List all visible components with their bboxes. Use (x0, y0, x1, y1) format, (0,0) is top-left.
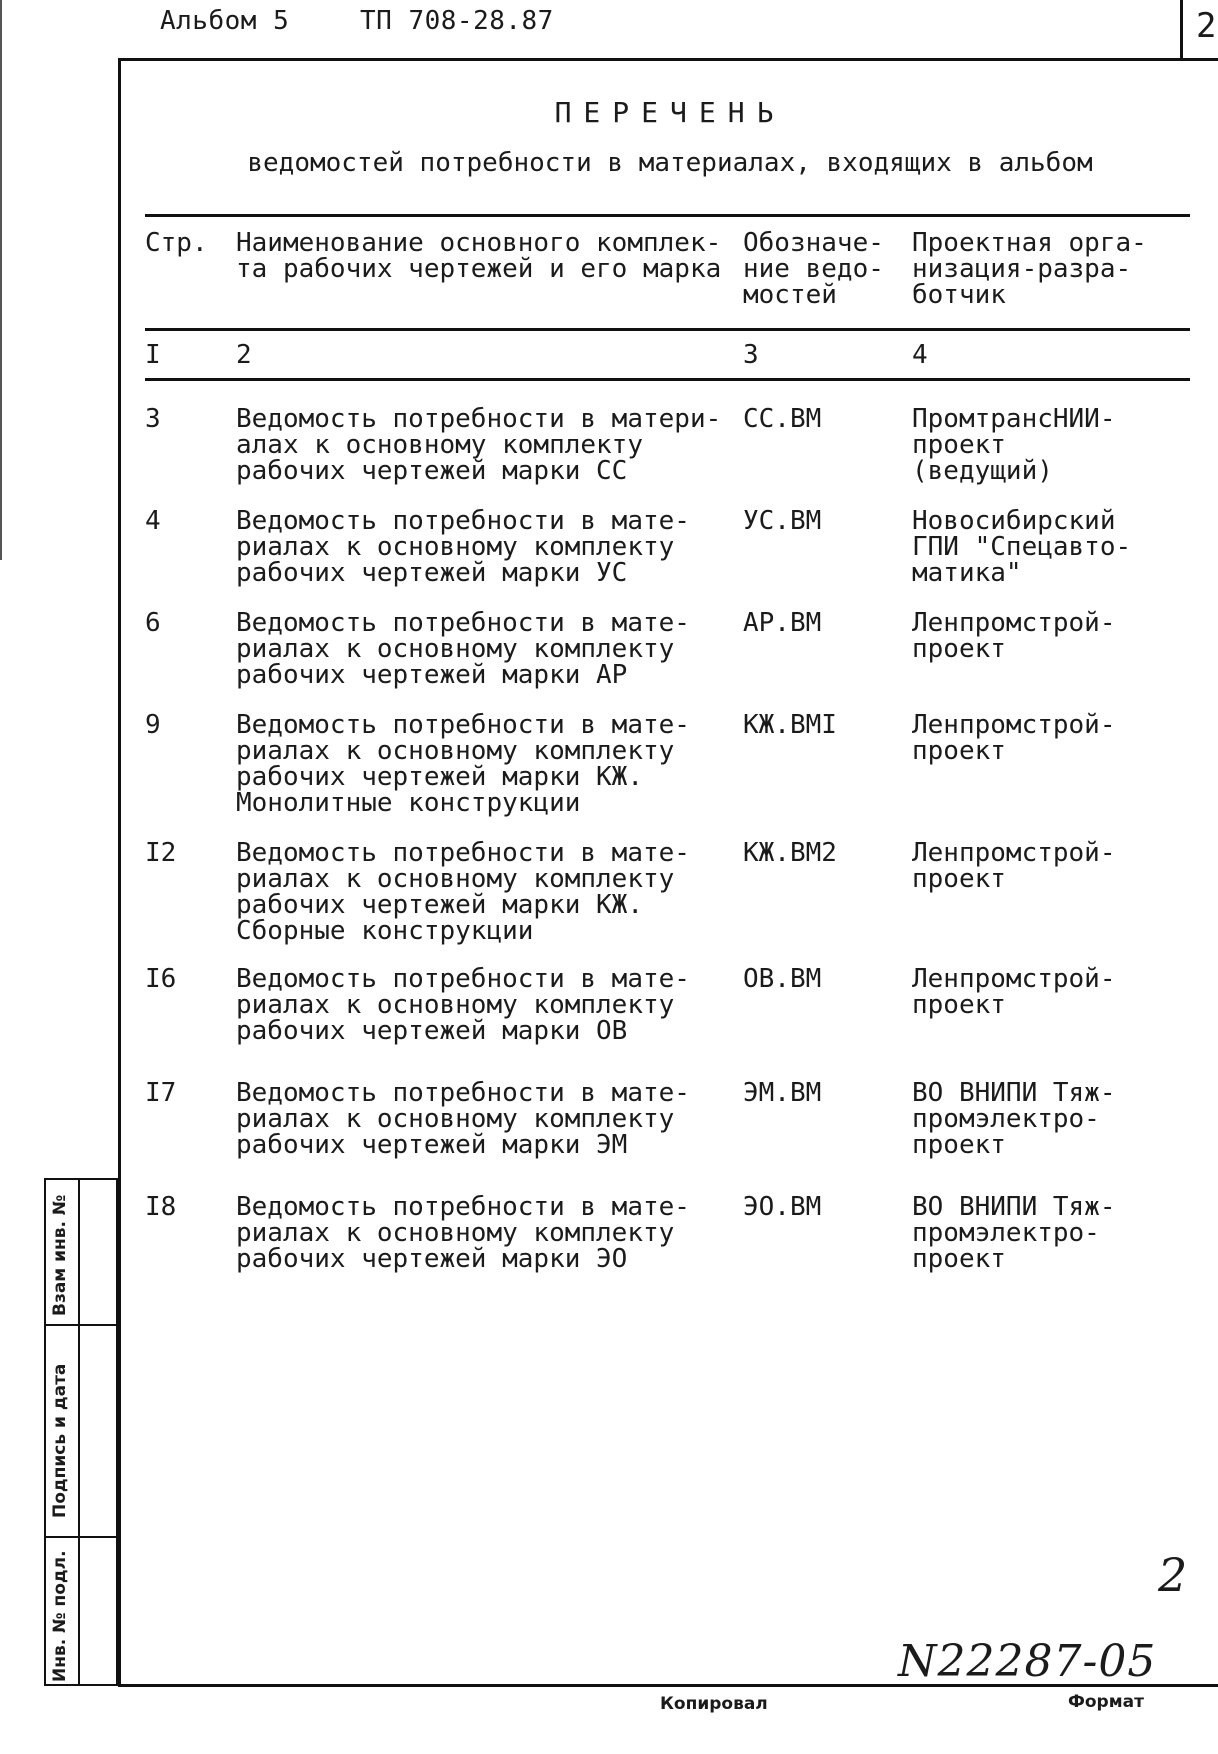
row-name: Ведомость потребности в мате- риалах к основному комплекту рабочих чертежей марки ОВ (236, 964, 690, 1046)
album-label: Альбом 5 (160, 6, 290, 36)
row-code: ЭО.ВМ (743, 1192, 822, 1222)
colnum-1: I (145, 340, 161, 370)
row-name: Ведомость потребности в мате- риалах к основному комплекту рабочих чертежей марки ЭО (236, 1192, 690, 1274)
stamp-inv-replace: Взам инв. № (50, 1194, 70, 1316)
stamp-divider-2 (44, 1536, 118, 1538)
row-org: Ленпромстрой- проект (912, 838, 1116, 894)
row-code: ОВ.ВМ (743, 964, 822, 994)
corner-sheet-number: 2 (1196, 6, 1217, 46)
row-code: ЭМ.ВМ (743, 1078, 822, 1108)
row-name: Ведомость потребности в мате- риалах к основному комплекту рабочих чертежей марки АР (236, 608, 690, 690)
row-org: Ленпромстрой- проект (912, 710, 1116, 766)
colnum-4: 4 (912, 340, 928, 370)
row-name: Ведомость потребности в матери- алах к основному комплекту рабочих чертежей марки СС (236, 404, 722, 486)
handwritten-page-number: 2 (1158, 1548, 1188, 1602)
row-code: АР.ВМ (743, 608, 822, 638)
margin-line (0, 0, 2, 560)
document-title: ПЕРЕЧЕНЬ (554, 96, 786, 129)
row-page: I6 (145, 964, 177, 994)
row-page: I7 (145, 1078, 177, 1108)
colnum-2: 2 (236, 340, 252, 370)
row-name: Ведомость потребности в мате- риалах к основному комплекту рабочих чертежей марки КЖ. Монолитные конструкции (236, 710, 690, 818)
row-name: Ведомость потребности в мате- риалах к основному комплекту рабочих чертежей марки УС (236, 506, 690, 588)
row-page: I2 (145, 838, 177, 868)
header-page: Стр. (145, 228, 208, 258)
row-page: 6 (145, 608, 161, 638)
row-page: I8 (145, 1192, 177, 1222)
footer-copied: Копировал (660, 1694, 768, 1714)
row-page: 9 (145, 710, 161, 740)
table-header-rule (145, 328, 1190, 331)
row-org: ПромтрансНИИ- проект (ведущий) (912, 404, 1116, 486)
row-name: Ведомость потребности в мате- риалах к основному комплекту рабочих чертежей марки ЭМ (236, 1078, 690, 1160)
document-subtitle: ведомостей потребности в материалах, входящих в альбом (247, 148, 1093, 178)
row-code: КЖ.ВМI (743, 710, 837, 740)
header-code: Обозначе- ние ведо- мостей (743, 228, 884, 310)
row-code: СС.ВМ (743, 404, 822, 434)
row-name: Ведомость потребности в мате- риалах к основному комплекту рабочих чертежей марки КЖ. Сборные конструкции (236, 838, 690, 946)
header-org: Проектная орга- низация-разра- ботчик (912, 228, 1147, 310)
header-name: Наименование основного комплек- та рабочих чертежей и его марка (236, 228, 722, 284)
row-org: Новосибирский ГПИ "Спецавто- матика" (912, 506, 1132, 588)
row-code: УС.ВМ (743, 506, 822, 536)
stamp-divider-1 (44, 1324, 118, 1326)
row-page: 3 (145, 404, 161, 434)
handwritten-doc-number: N22287-05 (898, 1636, 1157, 1687)
row-org: Ленпромстрой- проект (912, 608, 1116, 664)
row-page: 4 (145, 506, 161, 536)
project-code: ТП 708-28.87 (360, 6, 554, 36)
table-top-rule (145, 214, 1190, 217)
row-org: ВО ВНИПИ Тяж- промэлектро- проект (912, 1078, 1116, 1160)
row-code: КЖ.ВМ2 (743, 838, 837, 868)
footer-format: Формат (1068, 1692, 1144, 1712)
stamp-sign-date: Подпись и дата (50, 1363, 70, 1518)
frame-top (118, 58, 1218, 61)
frame-left (118, 58, 121, 1684)
row-org: ВО ВНИПИ Тяж- промэлектро- проект (912, 1192, 1116, 1274)
stamp-inv-original: Инв. № подл. (50, 1550, 70, 1682)
table-numbers-rule (145, 378, 1190, 381)
row-org: Ленпромстрой- проект (912, 964, 1116, 1020)
colnum-3: 3 (743, 340, 759, 370)
